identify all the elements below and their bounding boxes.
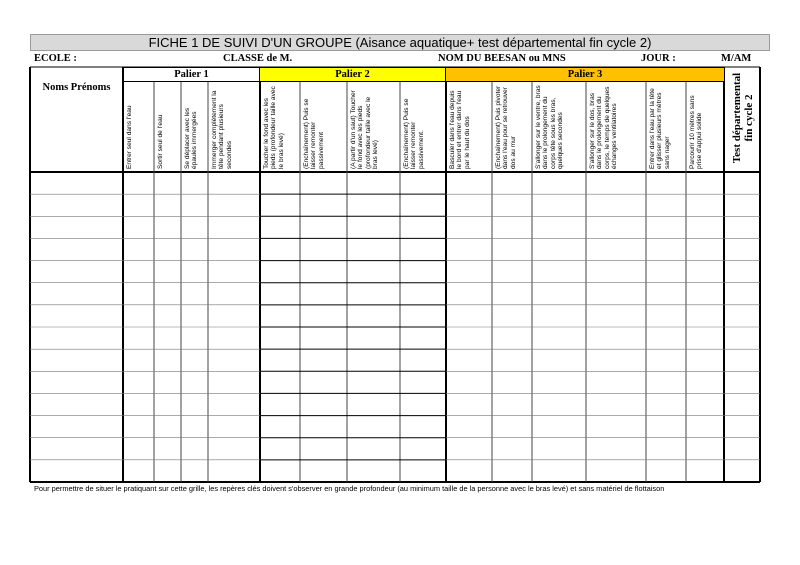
classe-label: CLASSE de M. xyxy=(223,53,293,64)
palier-1-header xyxy=(123,67,260,82)
column-header: (Enchaînement) Puis se laisser remonter passivement xyxy=(303,98,325,169)
beesan-label: NOM DU BEESAN ou MNS xyxy=(438,53,566,64)
column-header: Immerger complètement la tête pendant plusieurs secondes xyxy=(211,90,233,169)
column-header: (Enchaînement) Puis se laisser remonter passivement. xyxy=(403,98,425,169)
column-header: S'allonger sur le dos, bras dans le prolongement du corps, le temps de quelques échanges ventilatoires xyxy=(589,86,619,169)
palier-2-label: Palier 2 xyxy=(335,69,370,80)
column-header: Sortir seul de l'eau xyxy=(157,114,164,169)
palier-3-label: Palier 3 xyxy=(567,69,603,80)
column-header: Parcourir 10 mètres sans prise d'appui solide xyxy=(689,95,704,169)
palier-1-label: Palier 1 xyxy=(174,69,209,80)
column-header: Entrer dans l'eau par la tête et glisser plusieurs mètres sans nager xyxy=(649,88,671,169)
column-header: Se déplacer avec les épaules immergées xyxy=(184,107,199,169)
test-departemental-header: Test départemental fin cycle 2 xyxy=(731,72,755,164)
mam-label: M/AM xyxy=(721,53,752,64)
page-title: FICHE 1 DE SUIVI D'UN GROUPE (Aisance aquatique+ test départemental fin cycle 2) xyxy=(30,34,770,51)
ecole-label: ECOLE : xyxy=(34,53,77,64)
column-header: (A partir d'un saut) Toucher le fond avec les pieds (profondeur taille avec le bras levé) xyxy=(350,90,380,169)
noms-prenoms-header: Noms Prénoms xyxy=(42,82,111,93)
column-header: (Enchaînement) Puis pivoter dans l'eau pour se retrouver dos au mur xyxy=(495,85,517,169)
column-header: S'allonger sur le ventre, bras dans le prolongement du corps tête sous les bras, quelques secondes xyxy=(535,85,565,169)
palier-2-header xyxy=(259,67,446,82)
palier-3-header xyxy=(445,67,725,82)
jour-label: JOUR : xyxy=(641,53,676,64)
column-header: Entrer seul dans l'eau xyxy=(126,105,133,169)
footnote: Pour permettre de situer le pratiquant sur cette grille, les repères clés doivent s'observer en grande profondeur (au minimum taille de la personne avec le bras levé) et sans matériel de flottaison xyxy=(34,484,665,493)
column-header: Basculer dans l'eau depuis le bord et entrer dans l'eau par le haut du dos xyxy=(449,90,471,169)
column-header: Toucher le fond avec les pieds (profondeur taille avec le bras levé) xyxy=(263,86,285,169)
